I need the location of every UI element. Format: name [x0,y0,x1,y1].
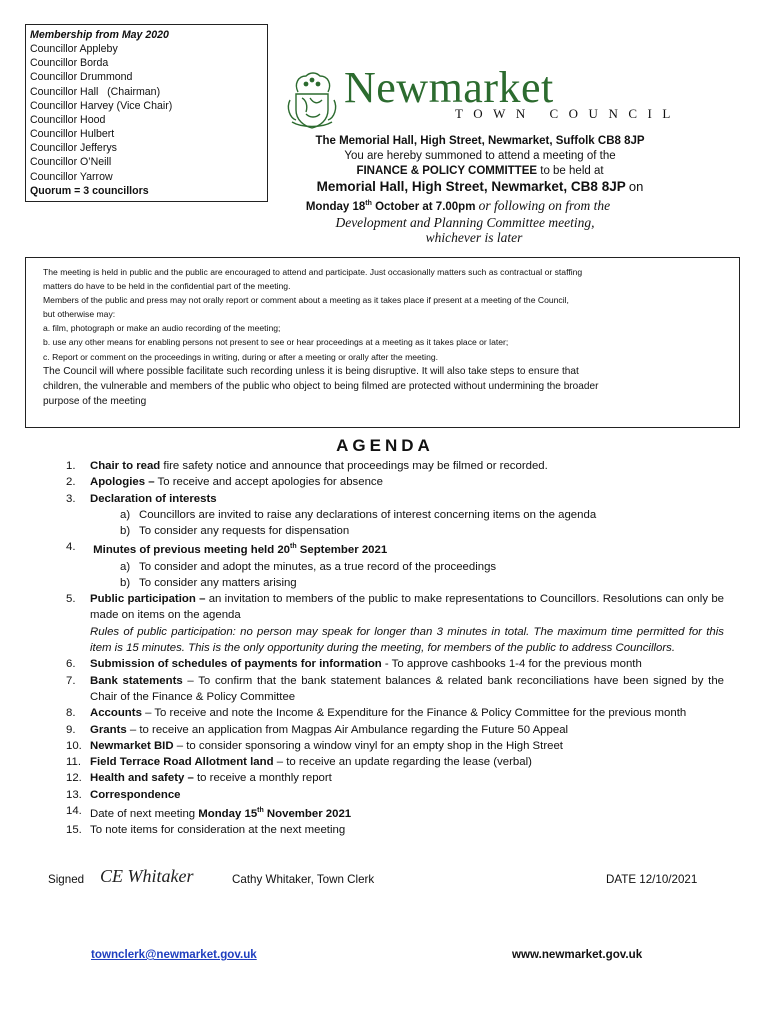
agenda-item: 15. To note items for consideration at the next meeting [66,824,346,837]
signed-label: Signed [48,873,85,886]
website-link[interactable]: www.newmarket.gov.uk [512,948,643,961]
agenda-item: 5. Public participation – an invitation to members of the public to make representations to Councillors. Resolutions can only be made on items on the agenda Rules of public participation: no person may speak for longer than 3 minutes in total. The maximum time permitted for this item is 15 minutes. This is the only opportunity during the meeting, for members of the public to address Councillors. [66,591,724,656]
notice-line: a. film, photograph or make an audio recording of the meeting; [43,323,281,334]
svg-text:CE Whitaker: CE Whitaker [100,866,194,886]
notice-closing-line: children, the vulnerable and members of the public who object to being filmed are protected without undermining the broader [43,381,599,393]
following-text-1: or following on from the [478,197,611,213]
agenda-item: 2. Apologies – To receive and accept apologies for absence [66,476,383,489]
agenda-subitem: b) To consider any requests for dispensation [120,525,350,538]
agenda-item: 13. Correspondence [66,788,181,801]
agenda-subitem: b) To consider any matters arising [120,576,297,589]
to-be-held-text: to be held at [540,165,604,177]
agenda-item: 1. Chair to read fire safety notice and announce that proceedings may be filmed or recorded. [66,460,548,472]
member-item: Councillor Appleby [30,43,118,56]
agenda-item: 7. Bank statements – To confirm that the bank statement balances & related bank reconciliations have been signed by the Chair of the Finance & Policy Committee [66,674,724,703]
notice-line: Members of the public and press may not orally report or comment about a meeting as it takes place if present at a meeting of the Council, [43,295,569,306]
notice-line: matters do have to be held in the confidential part of the meeting. [43,281,291,292]
signature-row [48,866,728,896]
agenda-list [66,458,724,838]
agenda-item: 3. Declaration of interests [66,492,217,505]
quorum-text: Quorum = 3 councillors [30,184,149,197]
committee-name: FINANCE & POLICY COMMITTEE [356,165,538,177]
email-link[interactable]: townclerk@newmarket.gov.uk [91,948,257,961]
notice-closing-line: The Council will where possible facilitate such recording unless it is being disruptive. It will also take steps to ensure that [43,365,579,377]
member-item: Councillor Harvey (Vice Chair) [30,99,173,112]
member-item: Councillor Borda [30,57,109,70]
membership-heading: Membership from May 2020 [30,29,169,41]
town-crest-icon [284,70,340,130]
summons-text: You are hereby summoned to attend a meeting of the [344,150,616,162]
member-item: Councillor Jefferys [30,142,117,155]
clerk-name: Cathy Whitaker, Town Clerk [232,873,375,886]
meeting-date: Monday 18th October at 7.00pm [305,200,476,213]
logo-wordmark: Newmarket [344,63,554,112]
following-text-2: Development and Planning Committee meeting, [335,214,595,230]
agenda-item: 11. Field Terrace Road Allotment land – to receive an update regarding the lease (verbal) [66,756,532,769]
notice-line: The meeting is held in public and the public are encouraged to attend and participate. Just occasionally matters such as contractual or staffing [43,267,583,277]
notice-line: but otherwise may: [43,309,116,320]
member-item: Councillor O’Neill [30,156,112,169]
meeting-location: Memorial Hall, High Street, Newmarket, CB8 8JP [316,179,626,194]
logo-subtitle: TOWN COUNCIL [455,106,681,121]
handwritten-signature [98,862,218,892]
council-logo [284,63,694,132]
member-item: Councillor Yarrow [30,170,113,183]
agenda-item: 9. Grants – to receive an application from Magpas Air Ambulance regarding the Future 50 Appeal [66,723,569,736]
agenda-item: 12. Health and safety – to receive a monthly report [66,772,332,785]
signature-date: DATE 12/10/2021 [606,873,698,886]
member-item: Councillor Drummond [30,71,133,84]
member-item: Councillor Hall (Chairman) [30,85,161,98]
notice-closing-line: purpose of the meeting [43,396,147,408]
agenda-item: 14. Date of next meeting Monday 15th November 2021 [66,805,352,820]
following-text-3: whichever is later [425,229,523,245]
meeting-summons [270,134,690,245]
public-notice-box [25,257,740,428]
membership-box [25,24,268,202]
venue-address: The Memorial Hall, High Street, Newmarket, Suffolk CB8 8JP [315,135,645,147]
agenda-item: 8. Accounts – To receive and note the Income & Expenditure for the Finance & Policy Committee for the previous month [66,707,687,720]
member-item: Councillor Hood [30,113,106,126]
member-item: Councillor Hulbert [30,128,115,141]
public-participation-rules: Rules of public participation: no person may speak for longer than 3 minutes in total. The maximum time permitted for this item is 15 minutes. This is the only opportunity during the meeting, for members of the public to address Councillors. [90,625,724,655]
notice-line: b. use any other means for enabling persons not present to see or hear proceedings at a meeting as it takes place or later; [43,337,509,348]
on-text: on [628,179,644,194]
agenda-item: 6. Submission of schedules of payments for information - To approve cashbooks 1-4 for the previous month [66,658,642,671]
agenda-item: 4. Minutes of previous meeting held 20th September 2021 [66,541,388,557]
member-list [30,42,263,184]
notice-line: c. Report or comment on the proceedings in writing, during or after a meeting or orally after the meeting. [43,351,439,362]
agenda-subitem: a) To consider and adopt the minutes, as a true record of the proceedings [120,560,497,573]
agenda-title: AGENDA [336,436,434,455]
agenda-subitem: a) Councillors are invited to raise any declarations of interest concerning items on the agenda [120,508,597,521]
agenda-item: 10. Newmarket BID – to consider sponsoring a window vinyl for an empty shop in the High Street [66,739,563,752]
